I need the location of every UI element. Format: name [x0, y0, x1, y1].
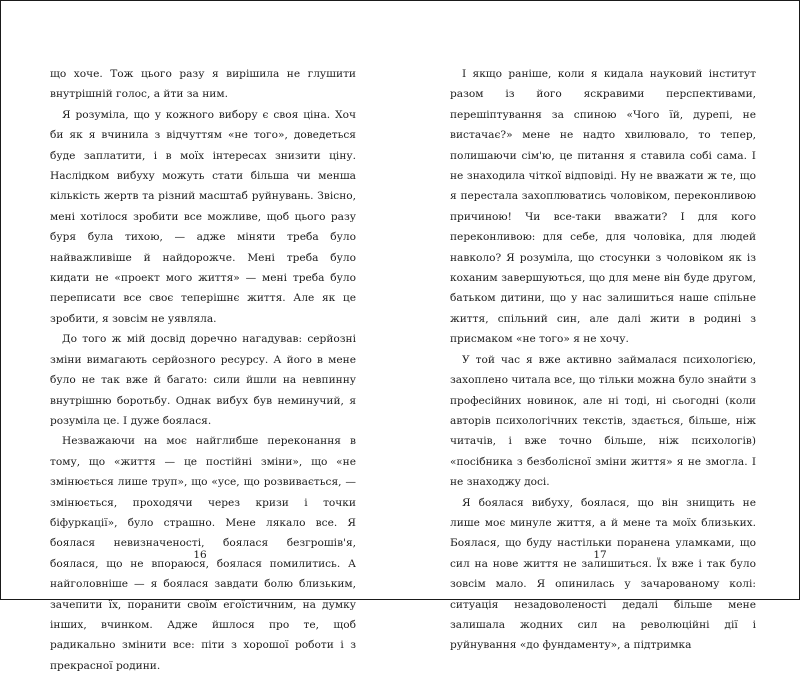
paragraph: І якщо раніше, коли я кидала науковий інститут разом із його яскравими перспективами, перешіптування за спиною «Чого їй, дурепі, не вистачає?» мене не надто хвилювало, то тепер, полишаючи сім'ю, це питання я ставила собі сама. І не знаходила чіткої відповіді. Ну не вважати ж те, що я перестала захоплюватись чоловіком, переконливою причиною! Чи все-таки вважати? І для кого переконливою: для себе, для чоловіка, для людей навколо? Я розуміла, що стосунки з чоловіком як із коханим завершуються, що для мене він буде другом, батьком дитини, що у нас залишиться наше спільне життя, спільний син, але далі жити в родині з присмаком «не того» я не хочу.: [450, 68, 756, 346]
paragraph: Незважаючи на моє найглибше переконання в тому, що «життя — це постійні зміни», що «не змінюється лише труп», що «усе, що розвивається, — змінюється, проходячи через кризи і точки біфуркації», було страшно. Мене лякало все. Я боялася невизначеності, боялася безгрошів'я, боялася, що не впораюся, боялася помилитись. А найголовніше — я боялася завдати болю близьким, зачепити їх, поранити своїм егоїстичним, на думку інших, вчинком. Адже йшлося про те, щоб радикально змінити все: піти з хорошої роботи і з прекрасної родини.: [50, 435, 356, 672]
paragraph: До того ж мій досвід доречно нагадував: серйозні зміни вимагають серйозного ресурсу. А його в мене було не так вже й багато: сили йшли на невпинну внутрішню боротьбу. Однак вибух був неминучий, я розуміла це. І дуже боялася.: [50, 333, 356, 427]
paragraph: Я розуміла, що у кожного вибору є своя ціна. Хоч би як я вчинила з відчуттям «не того», доведеться буде заплатити, і в моїх інтересах знизити ціну. Наслідком вибуху можуть стати більша чи менша кількість жертв та різний масштаб руйнувань. Звісно, мені хотілося зробити все можливе, щоб цього разу буря була тихою, — адже міняти треба було найважливіше й найдорожче. Мені треба було кидати не «проект мого життя» — мені треба було переписати все своє теперішнє життя. Але як це зробити, я зовсім не уявляла.: [50, 108, 356, 325]
page-number-left: 16: [193, 549, 207, 561]
paragraph: У той час я вже активно займалася психологією, захоплено читала все, що тільки можна було знайти з професійних новинок, але ні тоді, ні сьогодні (коли авторів психологічних текстів, здається, більше, ніж читачів, і вже точно більше, ніж психологів) «посібника з безболісної зміни життя» я не змогла. І не знаходжу досі.: [450, 353, 756, 489]
page-number-right: 17: [593, 549, 607, 561]
paragraph: що хоче. Тож цього разу я вирішила не глушити внутрішній голос, а йти за ним.: [50, 68, 356, 101]
paragraph: Я боялася вибуху, боялася, що він знищить не лише моє минуле життя, а й мене та моїх близьких. Боялася, що буду настільки поранена уламками, що сил на нове життя не залишиться. Їх вже і так було зовсім мало. Я опинилась у зачарованому колі: ситуація незадоволеності дедалі більше мене залишала жодних сил на революційні дії і руйнування «до фундаменту», а підтримка: [450, 496, 756, 652]
